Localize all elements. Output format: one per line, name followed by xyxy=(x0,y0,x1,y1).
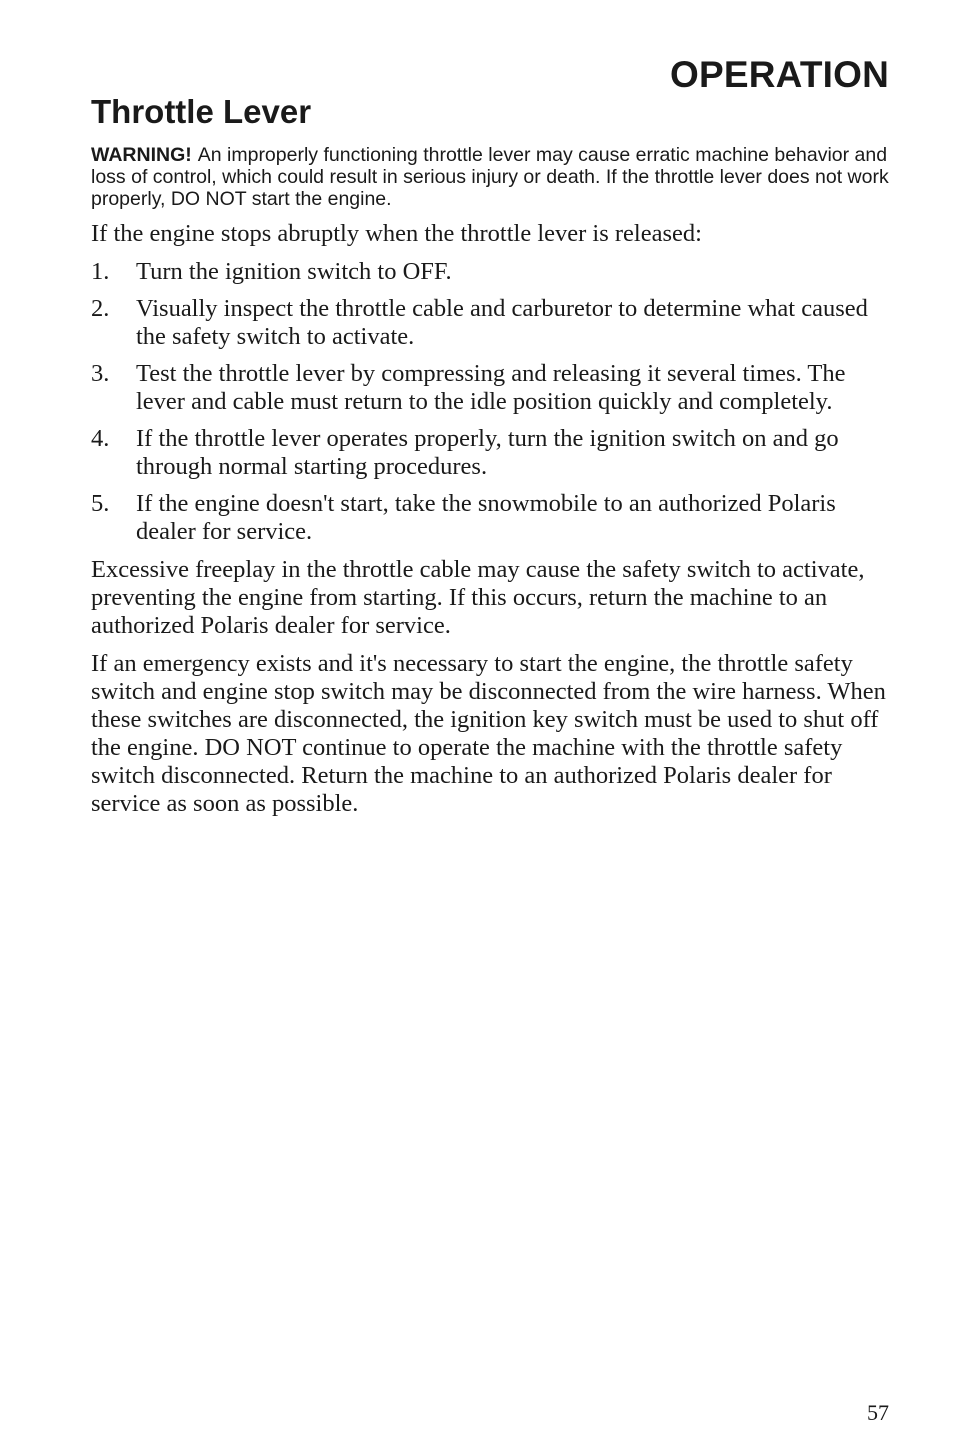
freeplay-paragraph: Excessive freeplay in the throttle cable may cause the safety switch to activate, preventing the engine from starting. If this occurs, return the machine to an authorized Polaris dealer for service. xyxy=(91,556,865,639)
step-item xyxy=(91,425,889,481)
step-item xyxy=(91,295,889,351)
step-number: 2. xyxy=(91,295,110,322)
step-item xyxy=(91,490,889,546)
step-number: 1. xyxy=(91,258,110,285)
page-content xyxy=(91,144,889,828)
warning-notice xyxy=(91,144,889,210)
intro-paragraph: If the engine stops abruptly when the throttle lever is released: xyxy=(91,220,702,247)
warning-text: An improperly functioning throttle lever may cause erratic machine behavior and loss of control, which could result in serious injury or death. If the throttle lever does not work properly, DO NOT start the engine. xyxy=(91,144,889,210)
procedure-steps xyxy=(91,258,889,546)
emergency-paragraph: If an emergency exists and it's necessary to start the engine, the throttle safety switch and engine stop switch may be disconnected from the wire harness. When these switches are disconnected, the ignition key switch must be used to shut off the engine. DO NOT continue to operate the machine with the throttle safety switch disconnected. Return the machine to an authorized Polaris dealer for service as soon as possible. xyxy=(91,650,886,817)
page-number: 57 xyxy=(867,1400,889,1425)
step-item xyxy=(91,258,889,286)
step-text: Turn the ignition switch to OFF. xyxy=(136,258,452,285)
warning-label: WARNING! xyxy=(91,144,192,166)
topic-title: Throttle Lever xyxy=(91,93,312,130)
manual-page xyxy=(91,0,889,1454)
step-number: 4. xyxy=(91,425,110,452)
step-text: Test the throttle lever by compressing and releasing it several times. The lever and cable must return to the idle position quickly and completely. xyxy=(136,360,846,415)
step-number: 5. xyxy=(91,490,110,517)
step-number: 3. xyxy=(91,360,110,387)
section-header: OPERATION xyxy=(669,54,889,95)
step-text: If the throttle lever operates properly, turn the ignition switch on and go through normal starting procedures. xyxy=(136,425,839,480)
step-text: If the engine doesn't start, take the snowmobile to an authorized Polaris dealer for service. xyxy=(136,490,836,545)
step-text: Visually inspect the throttle cable and carburetor to determine what caused the safety switch to activate. xyxy=(136,295,868,350)
step-item xyxy=(91,360,889,416)
